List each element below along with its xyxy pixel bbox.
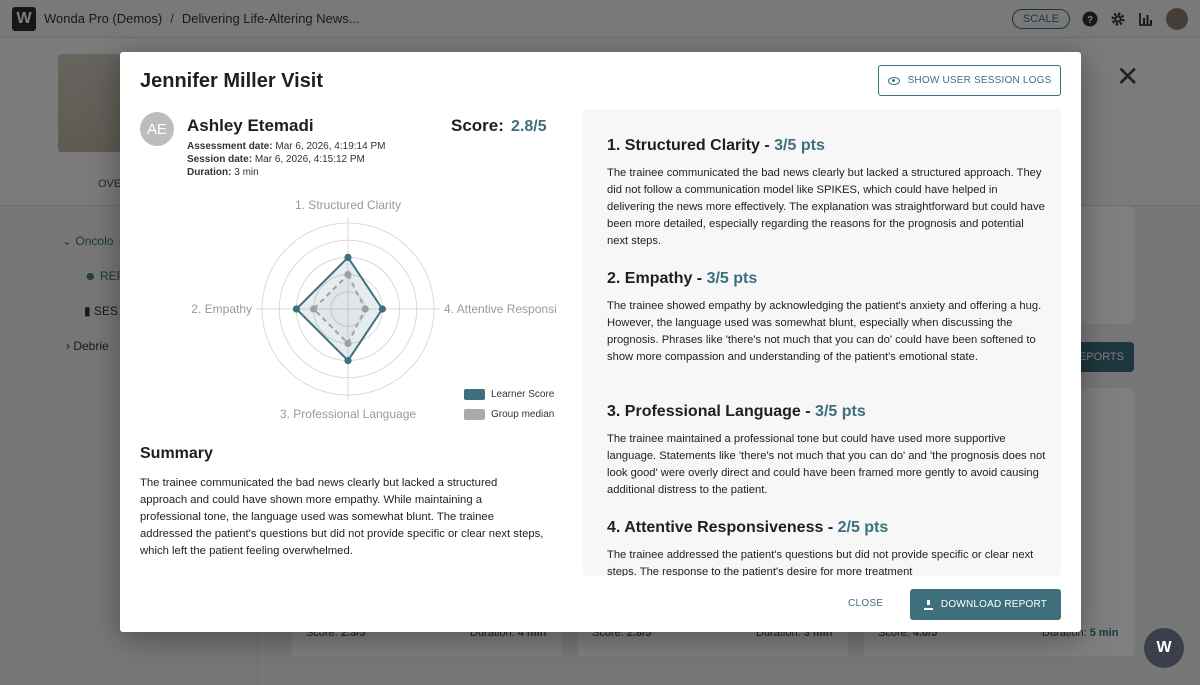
criterion-text: The trainee showed empathy by acknowledging the patient's anxiety and offering a hug. However, the language used was somewhat blunt, especially when discussing the prognosis. Phrases like 'there's not much that you can do' could have been softened to show more compassion and understanding of the patient's emotional state.: [607, 300, 1042, 363]
download-report-label: DOWNLOAD REPORT: [940, 599, 1048, 610]
summary-heading: Summary: [140, 445, 213, 462]
criterion-heading: 4. Attentive Responsiveness - 2/5 pts: [607, 519, 889, 536]
radar-axis-label: 3. Professional Language: [279, 407, 417, 421]
legend-swatch: [464, 389, 485, 400]
wonda-assistant-button[interactable]: W: [1144, 628, 1184, 668]
eye-icon: [888, 77, 900, 85]
show-session-logs-label: SHOW USER SESSION LOGS: [907, 75, 1052, 86]
criterion-structured-clarity: [607, 137, 1047, 250]
modal-title: Jennifer Miller Visit: [140, 70, 324, 92]
radar-point: [344, 254, 351, 261]
download-icon: [924, 600, 933, 610]
criterion-empathy: [607, 270, 1047, 366]
close-button[interactable]: CLOSE: [848, 598, 884, 609]
criterion-text: The trainee addressed the patient's questions but did not provide specific or clear next steps. The response to the patient's desire for more treatment: [607, 549, 1034, 576]
criterion-heading: 3. Professional Language - 3/5 pts: [607, 403, 866, 420]
legend-label: Group median: [491, 409, 555, 420]
legend-label: Learner Score: [491, 389, 555, 400]
criterion-heading: 1. Structured Clarity - 3/5 pts: [607, 137, 825, 154]
assessment-date: Assessment date: Mar 6, 2026, 4:19:14 PM: [187, 141, 386, 152]
radar-axis-label: 4. Attentive Responsi: [444, 302, 557, 316]
criterion-text: The trainee communicated the bad news clearly but lacked a structured approach. They did not follow a communication model like SPIKES, which could have helped in delivering the news more effectively. The explanation was straightforward but could have been more detailed, especially regarding the reasons for the prognosis and potential next steps.: [607, 167, 1045, 247]
criterion-attentive-responsiveness: [607, 519, 1047, 576]
criterion-professional-language: [607, 403, 1047, 499]
radar-point: [293, 305, 300, 312]
download-report-button[interactable]: [910, 589, 1061, 620]
legend-swatch: [464, 409, 485, 420]
session-duration: Duration: 3 min: [187, 167, 259, 178]
radar-point: [344, 357, 351, 364]
report-modal: [120, 52, 1081, 632]
radar-series-learner-score: [296, 257, 382, 360]
avatar: AE: [140, 112, 174, 146]
radar-axis-label: 2. Empathy: [191, 302, 252, 316]
legend-group-median: [464, 409, 554, 420]
criterion-text: The trainee maintained a professional tone but could have used more supportive language. Statements like 'there's not much that you can do' and 'the prognosis does not look good' were overly direct and could have been framed more gently to avoid causing additional distress to the patient.: [607, 433, 1046, 496]
show-session-logs-button[interactable]: [878, 65, 1061, 96]
trainee-name: Ashley Etemadi: [187, 116, 314, 135]
summary-text: The trainee communicated the bad news clearly but lacked a structured approach and could have shown more empathy. While maintaining a professional tone, the language used was somewhat blunt. The trainee addressed the patient's questions but did not provide specific or clear next steps, which left the patient feeling overwhelmed.: [140, 477, 544, 557]
score-label: Score:: [451, 116, 504, 135]
legend-learner-score: [464, 389, 554, 400]
session-date: Session date: Mar 6, 2026, 4:15:12 PM: [187, 154, 365, 165]
overall-score: 2.8/5: [511, 118, 547, 135]
criterion-heading: 2. Empathy - 3/5 pts: [607, 270, 758, 287]
radar-axis-label: 1. Structured Clarity: [294, 198, 402, 212]
radar-point: [379, 305, 386, 312]
criteria-panel[interactable]: [583, 109, 1061, 576]
